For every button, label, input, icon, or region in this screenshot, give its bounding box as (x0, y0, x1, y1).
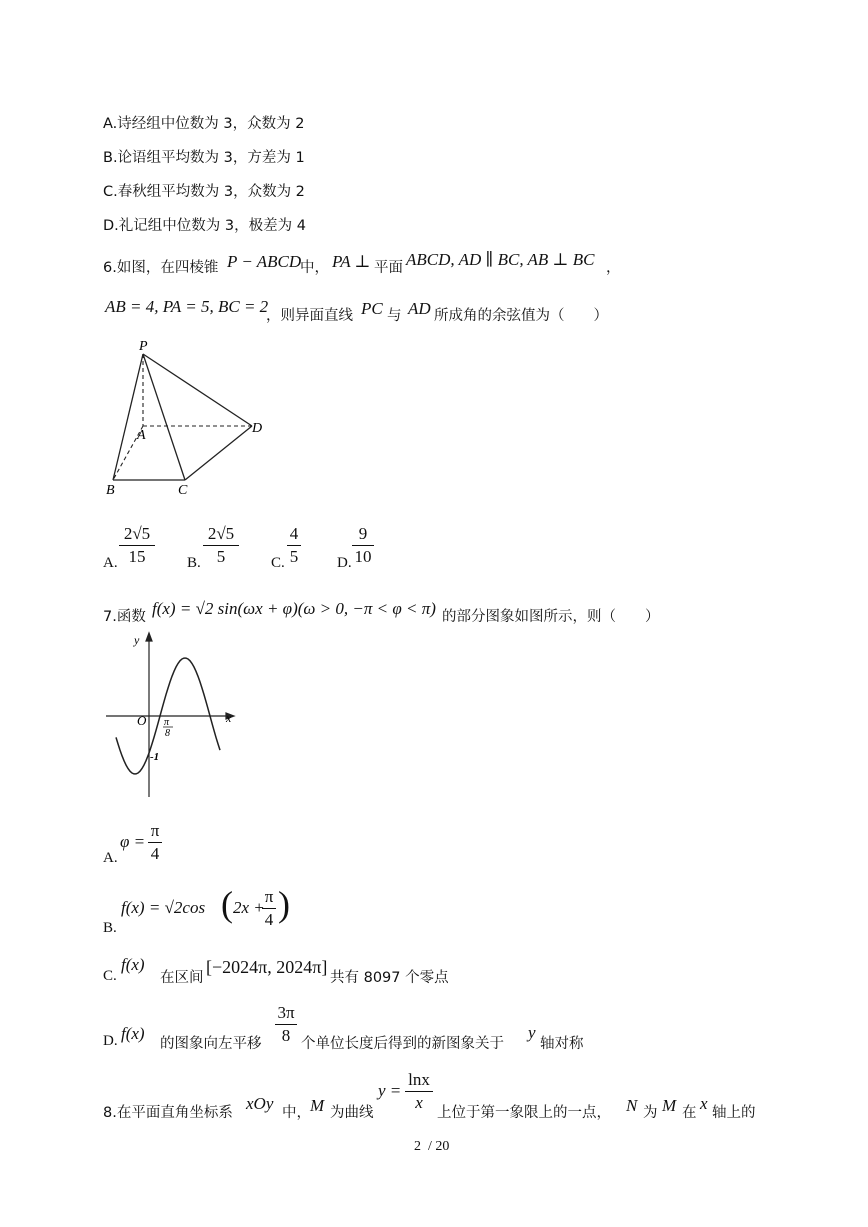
graph-tick-num: π (164, 717, 170, 728)
q6-zhong: 中， (300, 260, 329, 276)
q7-a-frac (148, 821, 162, 864)
q5-option-b: B.论语组平均数为 3，方差为 1 (103, 150, 305, 166)
q7-b-frac (262, 887, 276, 930)
q8-wei2: 为 (643, 1105, 658, 1121)
q8-x: x (700, 1094, 708, 1113)
sine-graph (104, 630, 244, 800)
q7-intro: 7.函数 (103, 609, 146, 625)
edge-pd (143, 354, 252, 426)
q6-relations: ABCD, AD ∥ BC, AB ⊥ BC (406, 250, 595, 269)
y-axis-arrow (146, 633, 152, 641)
pyramid-figure (100, 335, 280, 505)
q6-choice-c-letter: C. (271, 555, 285, 571)
q8-n: N (626, 1096, 638, 1115)
label-a: A (137, 428, 146, 443)
q8-den: x (415, 1093, 423, 1112)
q7-d-y: y (528, 1023, 536, 1042)
q7-a-lhs: φ = (120, 832, 146, 851)
q8-intro: 8.在平面直角坐标系 (103, 1105, 233, 1121)
q6-choice-b-den: 5 (216, 547, 226, 566)
q7-d-mid: 的图象向左平移 (160, 1036, 262, 1052)
q8-xoy: xOy (246, 1094, 274, 1113)
q5-option-c: C.春秋组平均数为 3，众数为 2 (103, 184, 305, 200)
q6-choice-a-den: 15 (128, 547, 146, 566)
q6-perp: PA ⊥ (332, 252, 371, 271)
q7-tail: 的部分图象如图所示，则（ ） (442, 609, 660, 625)
q7-c-interval: [−2024π, 2024π] (206, 957, 328, 977)
q6-yu: 与 (387, 308, 402, 324)
graph-label-x: x (226, 711, 232, 725)
q7-d-mid2: 个单位长度后得到的新图象关于 (301, 1036, 504, 1052)
q7-b-letter: B. (103, 920, 117, 936)
graph-label-neg-one: -1 (150, 751, 160, 763)
q8-mid: 上位于第一象限上的一点， (437, 1105, 611, 1121)
q5-option-d: D.礼记组中位数为 3，极差为 4 (103, 218, 306, 234)
q7-c-fx: f(x) (121, 955, 145, 974)
q8-zhong: 中， (282, 1105, 311, 1121)
q7-b-inner: 2x + (233, 898, 265, 917)
q6-given: AB = 4, PA = 5, BC = 2 (105, 297, 269, 316)
label-c: C (178, 483, 188, 498)
edge-cd (185, 426, 252, 480)
q6-choice-b-num: 2√5 (207, 524, 235, 543)
q7-d-num: 3π (277, 1003, 295, 1022)
label-p: P (139, 339, 148, 354)
q6-ask2: 所成角的余弦值为（ ） (434, 308, 608, 324)
q7-c-tail: 共有 8097 个零点 (330, 970, 449, 986)
q8-m2: M (662, 1096, 677, 1115)
q6-pc: PC (361, 299, 383, 318)
q6-ask1: ，则异面直线 (266, 308, 353, 324)
label-b: B (106, 483, 115, 498)
graph-tick-den: 8 (165, 728, 170, 739)
q7-c-letter: C. (103, 968, 117, 984)
q7-b-lhs: f(x) = √2cos (121, 898, 206, 917)
q6-choice-c-num: 4 (289, 524, 299, 543)
q6-plane: 平面 (374, 260, 403, 276)
edge-pc (143, 354, 185, 480)
q5-option-a: A.诗经组中位数为 3，众数为 2 (103, 116, 305, 132)
q7-d-frac (275, 1003, 297, 1046)
edge-pb (113, 354, 143, 480)
q6-choice-d-letter: D. (337, 555, 352, 571)
q7-function: f(x) = √2 sin(ωx + φ)(ω > 0, −π < φ < π) (152, 599, 436, 618)
q6-ad: AD (408, 299, 431, 318)
q6-intro: 6.如图，在四棱锥 (103, 260, 219, 276)
q6-choice-c-den: 5 (289, 547, 299, 566)
label-d: D (252, 421, 263, 436)
q6-choice-d-frac (352, 524, 374, 567)
q7-d-den: 8 (281, 1026, 291, 1045)
q8-frac (405, 1070, 433, 1113)
q8-num: lnx (408, 1070, 430, 1089)
q8-zai: 在 (682, 1105, 697, 1121)
page-number: 2 / 20 (414, 1139, 450, 1154)
q8-tail: 轴上的 (712, 1105, 756, 1121)
q6-choice-b-frac (203, 524, 239, 567)
q6-choice-a-frac (119, 524, 155, 567)
q7-d-tail: 轴对称 (540, 1036, 584, 1052)
q7-b-num: π (264, 887, 274, 906)
q8-y-eq: y = (378, 1081, 402, 1100)
q7-d-letter: D. (103, 1033, 118, 1049)
q7-a-den: 4 (150, 844, 160, 863)
q8-wei: 为曲线 (330, 1105, 374, 1121)
q7-a-num: π (150, 821, 160, 840)
graph-label-origin: O (137, 713, 147, 728)
q6-comma: ， (606, 260, 621, 276)
q6-choice-a-num: 2√5 (123, 524, 151, 543)
q7-b-den: 4 (264, 910, 274, 929)
graph-label-y: y (134, 633, 140, 647)
q7-d-fx: f(x) (121, 1024, 145, 1043)
q7-a-letter: A. (103, 850, 118, 866)
q6-choice-b-letter: B. (187, 555, 201, 571)
q7-b-paren-left: ( (221, 884, 233, 924)
q8-m: M (310, 1096, 325, 1115)
q7-b-paren-right: ) (278, 884, 290, 924)
q6-choice-d-num: 9 (358, 524, 368, 543)
q7-c-mid: 在区间 (160, 970, 204, 986)
q6-choice-d-den: 10 (354, 547, 372, 566)
q6-choice-c-frac (287, 524, 301, 567)
q6-solid: P − ABCD (227, 252, 302, 271)
q6-choice-a-letter: A. (103, 555, 118, 571)
